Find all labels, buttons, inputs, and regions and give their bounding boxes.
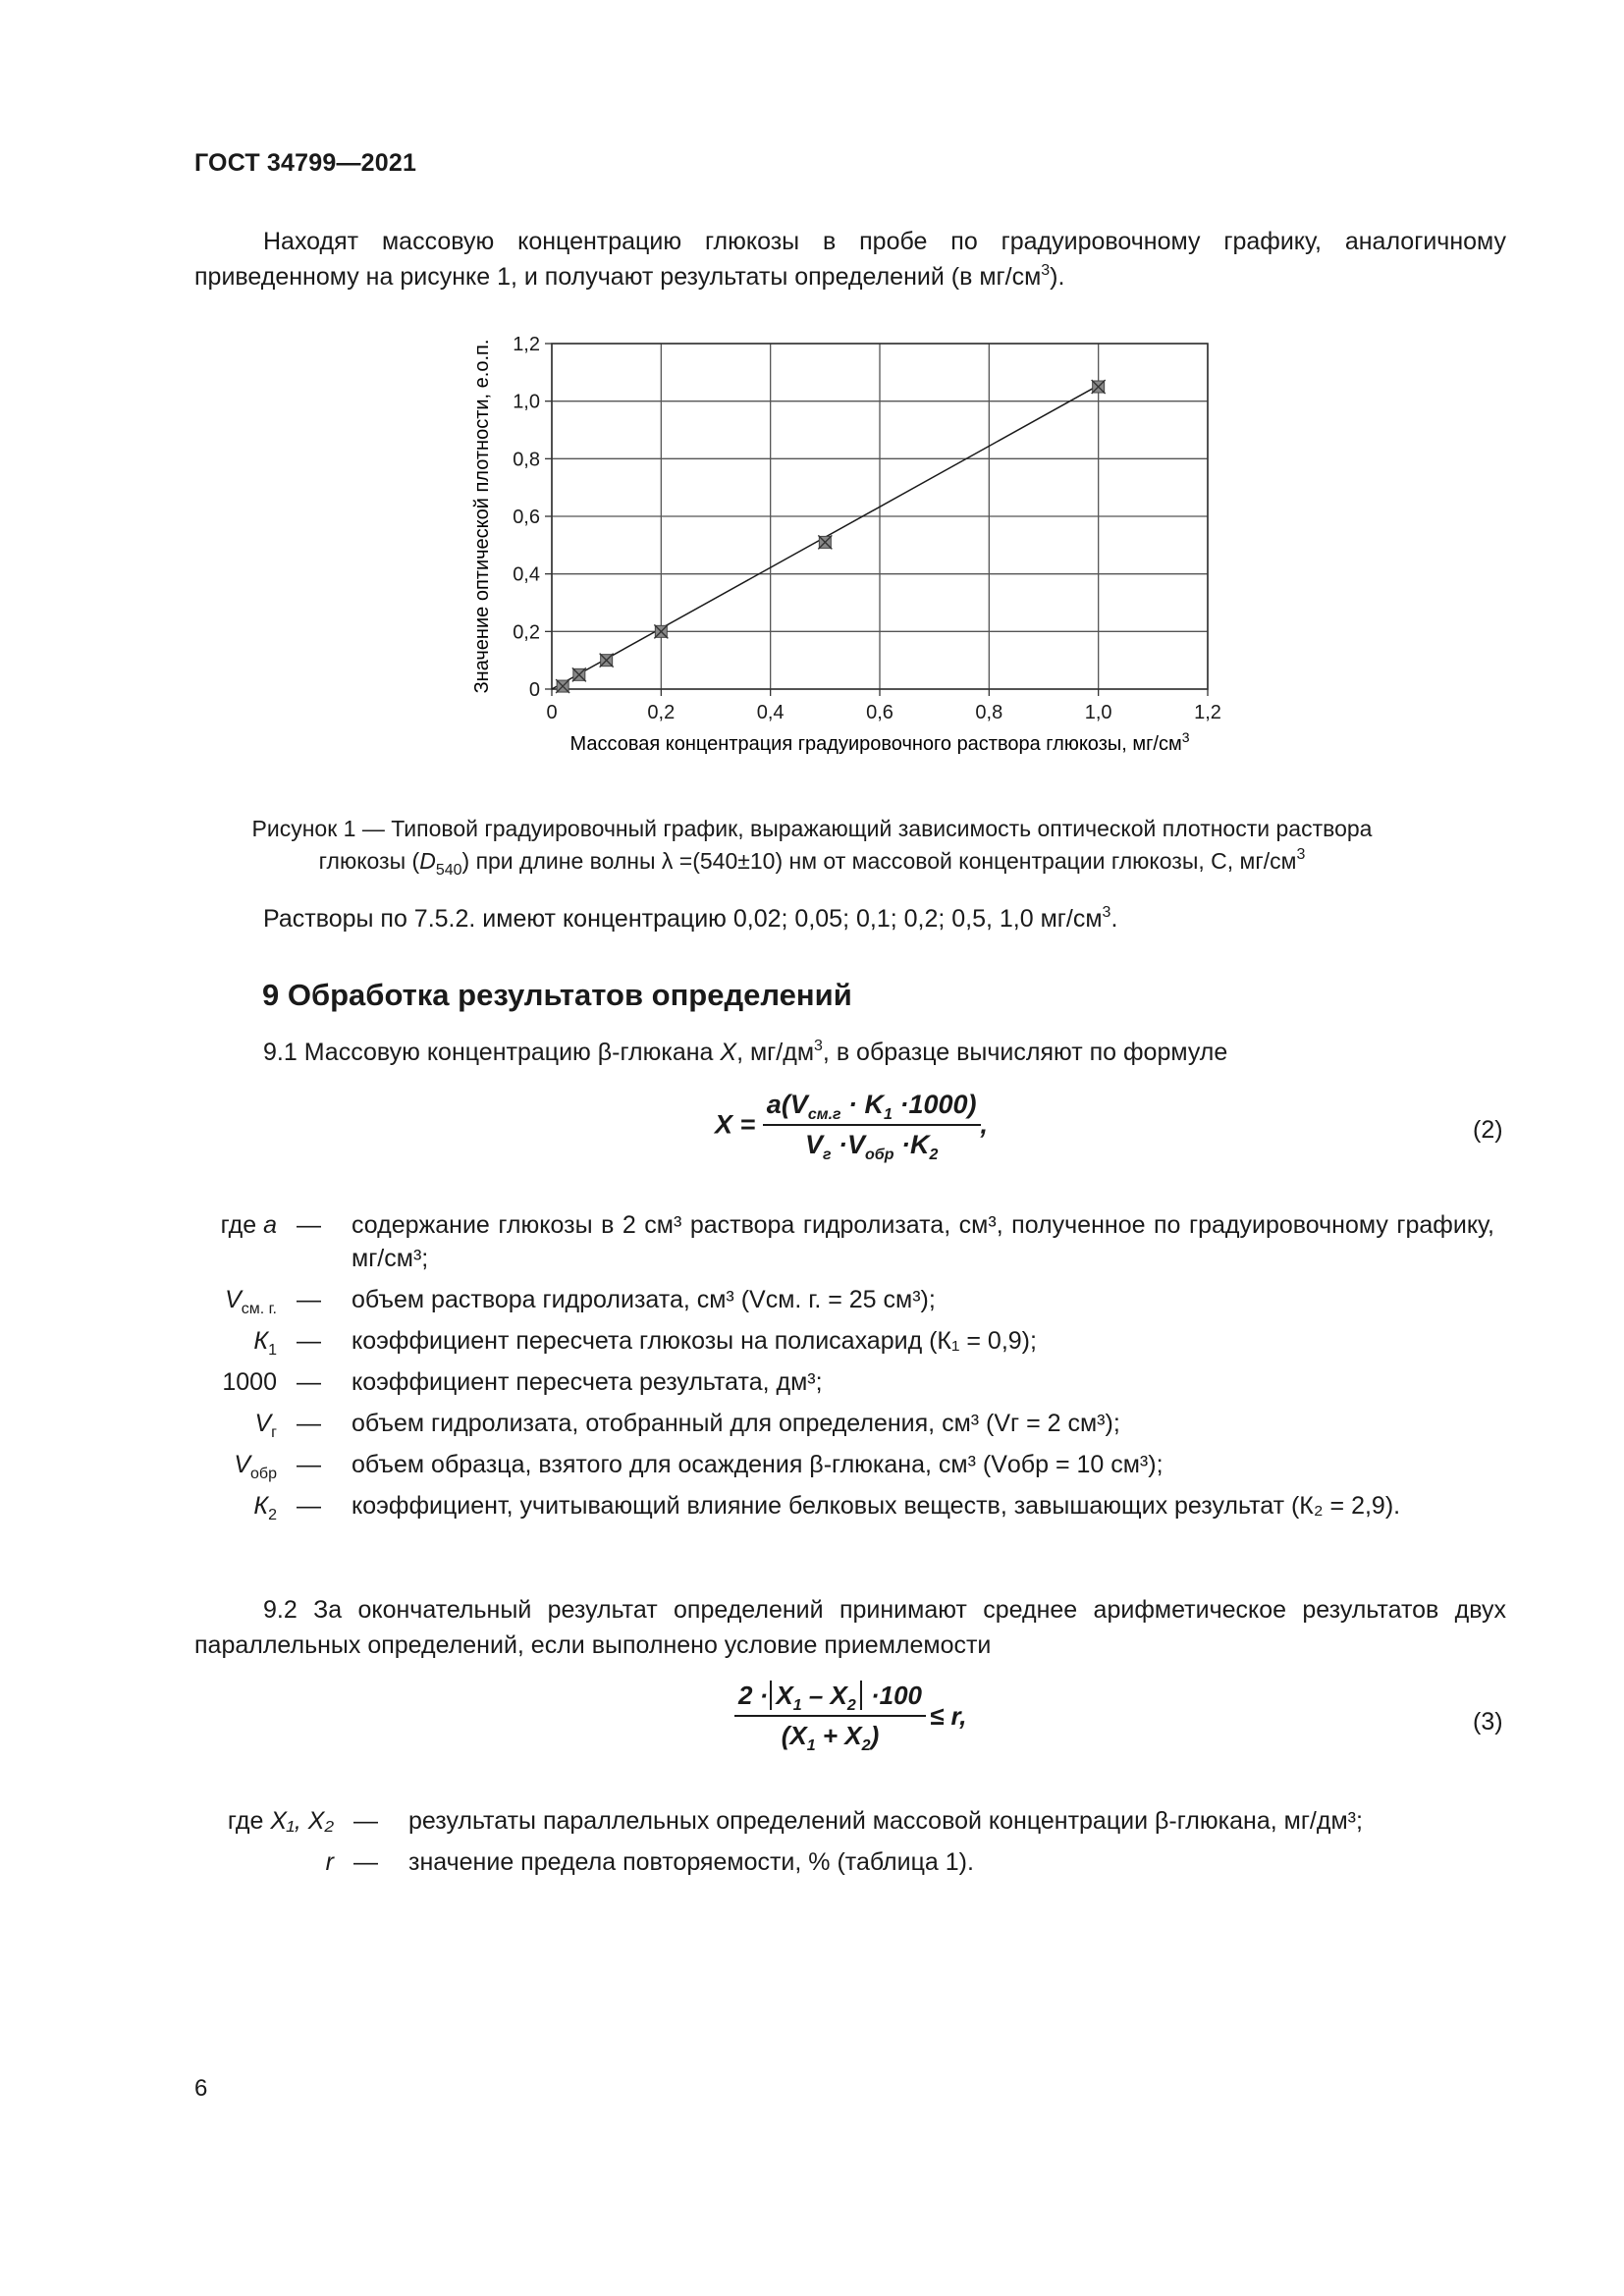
chart-x-tick-labels: [546, 702, 1220, 723]
y-tick-label: 1,2: [513, 334, 540, 355]
document-header: ГОСТ 34799—2021: [194, 149, 417, 177]
solutions-paragraph: Растворы по 7.5.2. имеют концентрацию 0,02; 0,05; 0,1; 0,2; 0,5, 1,0 $мг/см^3$.: [263, 904, 1118, 933]
data-point: [654, 624, 668, 638]
figure-caption: [196, 813, 1428, 878]
y-tick-label: 0,4: [513, 563, 540, 586]
y-tick-label: 0,6: [513, 507, 540, 528]
caption-line-2: глюкозы $(D_{540})$ при длине волны λ =(540±10) нм от массовой концентрации глюкозы, С, $мг/см^3$: [318, 846, 1306, 879]
data-point: [600, 654, 614, 667]
caption-line-1: Рисунок 1 — Типовой градуировочный график, выражающий зависимость оптической плотности раствора: [251, 816, 1373, 841]
y-tick-label: 0,2: [513, 621, 540, 644]
chart-x-axis-label: Массовая концентрация градуировочного раствора глюкозы, $мг/см^3$: [569, 729, 1190, 755]
chart-y-axis-label: Значение оптической плотности, е.о.п.: [471, 339, 493, 694]
x-tick-label: 1,2: [1194, 702, 1221, 723]
paragraph-9-2: 9.2 За окончательный результат определений принимают среднее арифметическое результатов двух параллельных определений, если выполнено условие приемлемости: [194, 1596, 1506, 1659]
x-tick-label: 0: [546, 702, 558, 723]
calibration-chart: [461, 329, 1247, 780]
formula-2-number: (2): [1473, 1116, 1503, 1144]
formula-2: X = $\frac{a(V_{см.г} \cdot K_1 \cdot 1000)}{V_г \cdot V_{обр} \cdot K_2}$ ,: [715, 1090, 989, 1163]
x-tick-label: 0,6: [866, 702, 893, 723]
formula-3-number: (3): [1473, 1708, 1503, 1735]
x-tick-label: 0,8: [975, 702, 1003, 723]
y-tick-label: 0: [528, 679, 540, 701]
y-tick-label: 1,0: [513, 391, 540, 413]
page-number: 6: [194, 2075, 208, 2102]
formula-3: $\frac{2 \cdot X_1 - X_2 \cdot 100}{(X_1 + X_2)}$ ≤ r,: [734, 1681, 966, 1751]
chart-grid: [552, 344, 1208, 689]
y-tick-label: 0,8: [513, 449, 540, 471]
chart-y-tick-labels: [513, 334, 540, 701]
section-title: 9 Обработка результатов определений: [262, 978, 852, 1012]
intro-paragraph: Находят массовую концентрацию глюкозы в пробе по градуировочному графику, аналогичному приведенному на рисунке 1, и получают результаты определений (в $мг/см^3$).: [194, 228, 1506, 291]
paragraph-9-1: 9.1 Массовую концентрацию β-глюкана X, $мг/дм^3$, в образце вычисляют по формуле: [263, 1038, 1228, 1066]
data-point: [818, 535, 832, 549]
data-point: [556, 679, 569, 693]
x-tick-label: 0,4: [756, 702, 785, 723]
data-point: [1092, 380, 1106, 394]
x-tick-label: 0,2: [647, 702, 676, 723]
data-point: [572, 667, 586, 681]
chart-frame: [545, 344, 1208, 696]
x-tick-label: 1,0: [1084, 702, 1112, 723]
